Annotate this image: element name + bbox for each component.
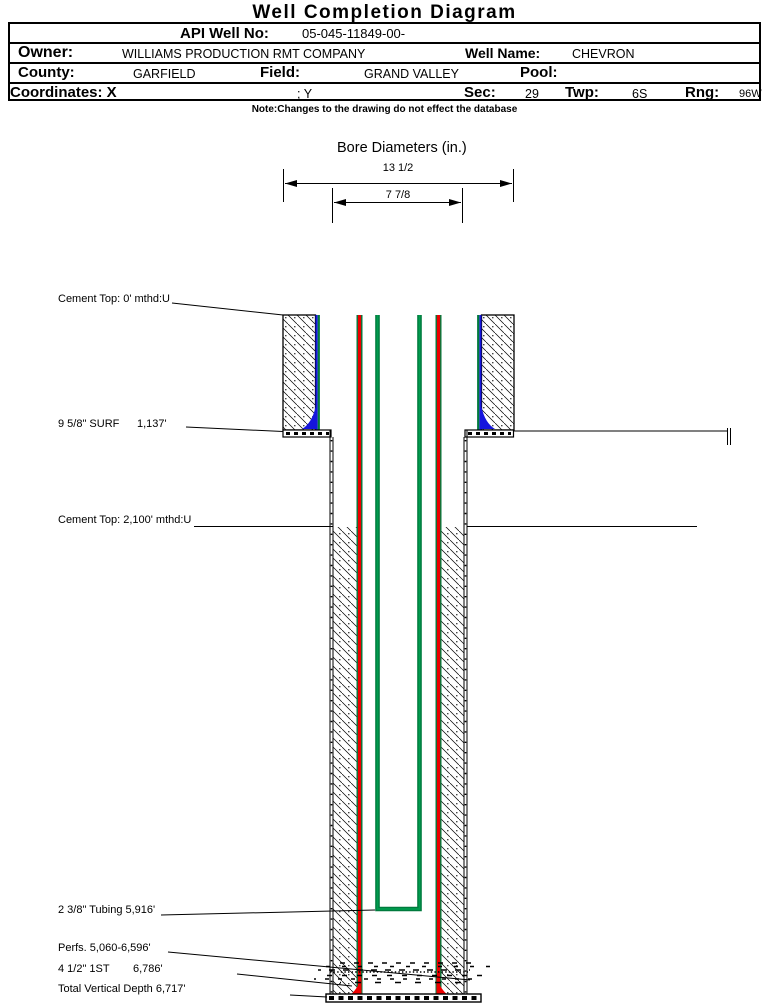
tubing-label: 2 3/8" Tubing 5,916' [58,904,156,916]
well-name-value: CHEVRON [572,47,635,61]
total-depth-bar [326,994,481,1002]
perforations-label: Perfs. 5,060-6,596' [58,942,151,954]
cement-hatch [482,315,515,430]
production-casing-label: 4 1/2" 1ST [58,963,110,975]
rng-label: Rng: [685,84,720,101]
leader-total-depth [290,995,327,997]
owner-value: WILLIAMS PRODUCTION RMT COMPANY [122,47,366,61]
sec-label: Sec: [464,84,496,101]
surface-casing-label: 9 5/8" SURF [58,418,120,430]
row-divider [10,82,759,84]
field-label: Field: [260,64,300,81]
coordinates-label: Coordinates: X [10,84,117,101]
arrowhead-left [285,180,297,187]
cement-hatch-left [333,527,357,995]
production-casing-depth: 6,786' [133,963,163,975]
bore-diameters-title: Bore Diameters (in.) [337,140,467,156]
rng-value: 96W [739,88,762,100]
cement-top-production-label: Cement Top: 2,100' mthd:U [58,514,192,526]
surface-shoe-foot-right [465,430,514,437]
dimension-inner-label: 7 7/8 [385,189,411,201]
inner-casing-wall [477,315,479,430]
surface-casing-depth: 1,137' [137,418,167,430]
row-divider [10,62,759,64]
surface-casing-right-column [477,315,514,430]
county-label: County: [18,64,75,81]
cement-annulus [333,527,464,995]
surface-casing-wall [479,315,481,430]
coordinates-y-label: ; Y [297,87,313,101]
twp-label: Twp: [565,84,599,101]
surface-casing-wall [316,315,318,430]
sec-value: 29 [525,87,539,101]
county-value: GARFIELD [133,67,196,81]
database-note: Note:Changes to the drawing do not effect the database [251,104,518,115]
well-name-label: Well Name: [465,45,541,61]
total-vertical-depth-label: Total Vertical Depth 6,717' [58,983,186,995]
arrowhead-right [500,180,512,187]
cement-hatch-right [442,527,465,995]
depth-line-1137-right [514,428,731,445]
dimension-outer-label: 13 1/2 [382,162,414,174]
tubing-string [378,315,420,909]
well-header-table [8,22,761,101]
api-well-no-value: 05-045-11849-00- [302,26,406,41]
pool-label: Pool: [520,64,558,81]
page-title: Well Completion Diagram [252,2,517,23]
surface-casing-left-column [283,315,320,430]
surface-shoe-foot-left [283,430,331,437]
api-well-no-label: API Well No: [180,25,269,42]
field-value: GRAND VALLEY [364,67,459,81]
twp-value: 6S [632,87,648,101]
inner-casing-wall [318,315,320,430]
leader-surface-casing [186,427,283,432]
owner-label: Owner: [18,44,74,61]
cement-hatch [283,315,316,430]
leader-cement-top-surface [172,303,283,315]
row-divider [10,42,759,44]
cement-top-surface-label: Cement Top: 0' mthd:U [58,293,170,305]
